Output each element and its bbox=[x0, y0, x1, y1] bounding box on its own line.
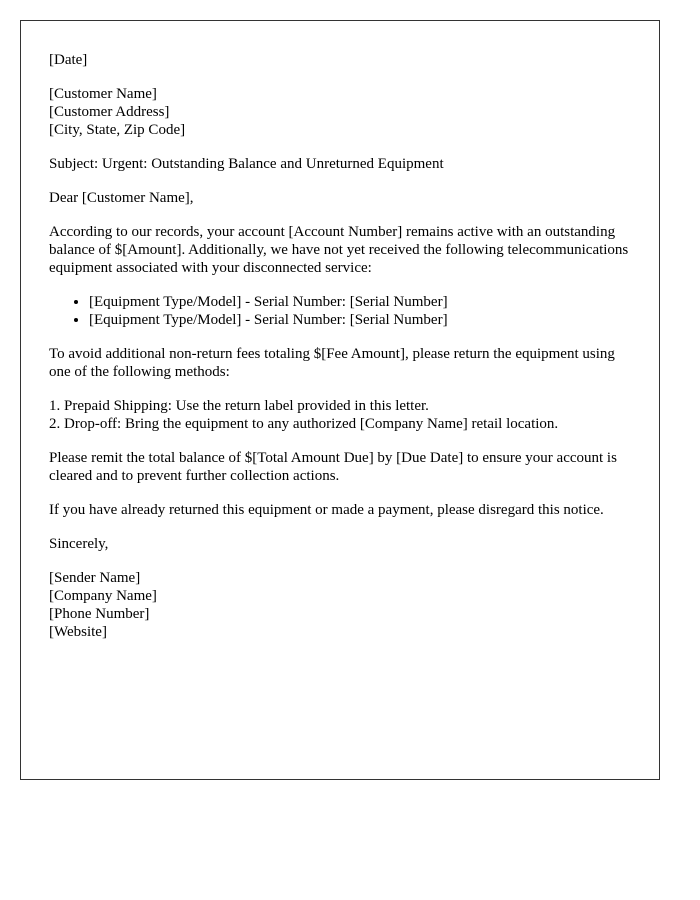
letter-greeting: Dear [Customer Name], bbox=[49, 190, 194, 206]
intro-paragraph: According to our records, your account [Account Number] remains active with an outstanding balance of $[Amount]. Additionally, we have not yet received the following telecommunications equipment associated with your disconnected service: bbox=[49, 224, 629, 276]
return-method-item: 1. Prepaid Shipping: Use the return label provided in this letter. bbox=[49, 398, 429, 414]
recipient-address: [Customer Address] bbox=[49, 104, 170, 120]
equipment-list-item: • [Equipment Type/Model] - Serial Number: [Serial Number] bbox=[89, 311, 631, 329]
fees-paragraph: To avoid additional non-return fees totaling $[Fee Amount], please return the equipment using one of the following methods: bbox=[49, 346, 615, 380]
return-methods-list bbox=[49, 397, 631, 433]
remit-paragraph: Please remit the total balance of $[Total Amount Due] by [Due Date] to ensure your account is cleared and to prevent further collection actions. bbox=[49, 450, 617, 484]
sender-company: [Company Name] bbox=[49, 588, 157, 604]
equipment-list bbox=[49, 293, 631, 329]
sender-website: [Website] bbox=[49, 624, 107, 640]
disregard-paragraph: If you have already returned this equipment or made a payment, please disregard this notice. bbox=[49, 502, 604, 518]
recipient-name: [Customer Name] bbox=[49, 86, 157, 102]
letter-subject: Subject: Urgent: Outstanding Balance and Unreturned Equipment bbox=[49, 156, 444, 172]
letter-page bbox=[20, 20, 660, 780]
recipient-address-block bbox=[49, 85, 631, 139]
letter-date: [Date] bbox=[49, 52, 88, 68]
sender-name: [Sender Name] bbox=[49, 570, 141, 586]
sender-phone: [Phone Number] bbox=[49, 606, 150, 622]
equipment-list-item: • [Equipment Type/Model] - Serial Number: [Serial Number] bbox=[89, 293, 631, 311]
return-method-item: 2. Drop-off: Bring the equipment to any authorized [Company Name] retail location. bbox=[49, 416, 559, 432]
recipient-city-state-zip: [City, State, Zip Code] bbox=[49, 122, 186, 138]
sender-signature-block bbox=[49, 569, 631, 641]
letter-closing: Sincerely, bbox=[49, 536, 109, 552]
